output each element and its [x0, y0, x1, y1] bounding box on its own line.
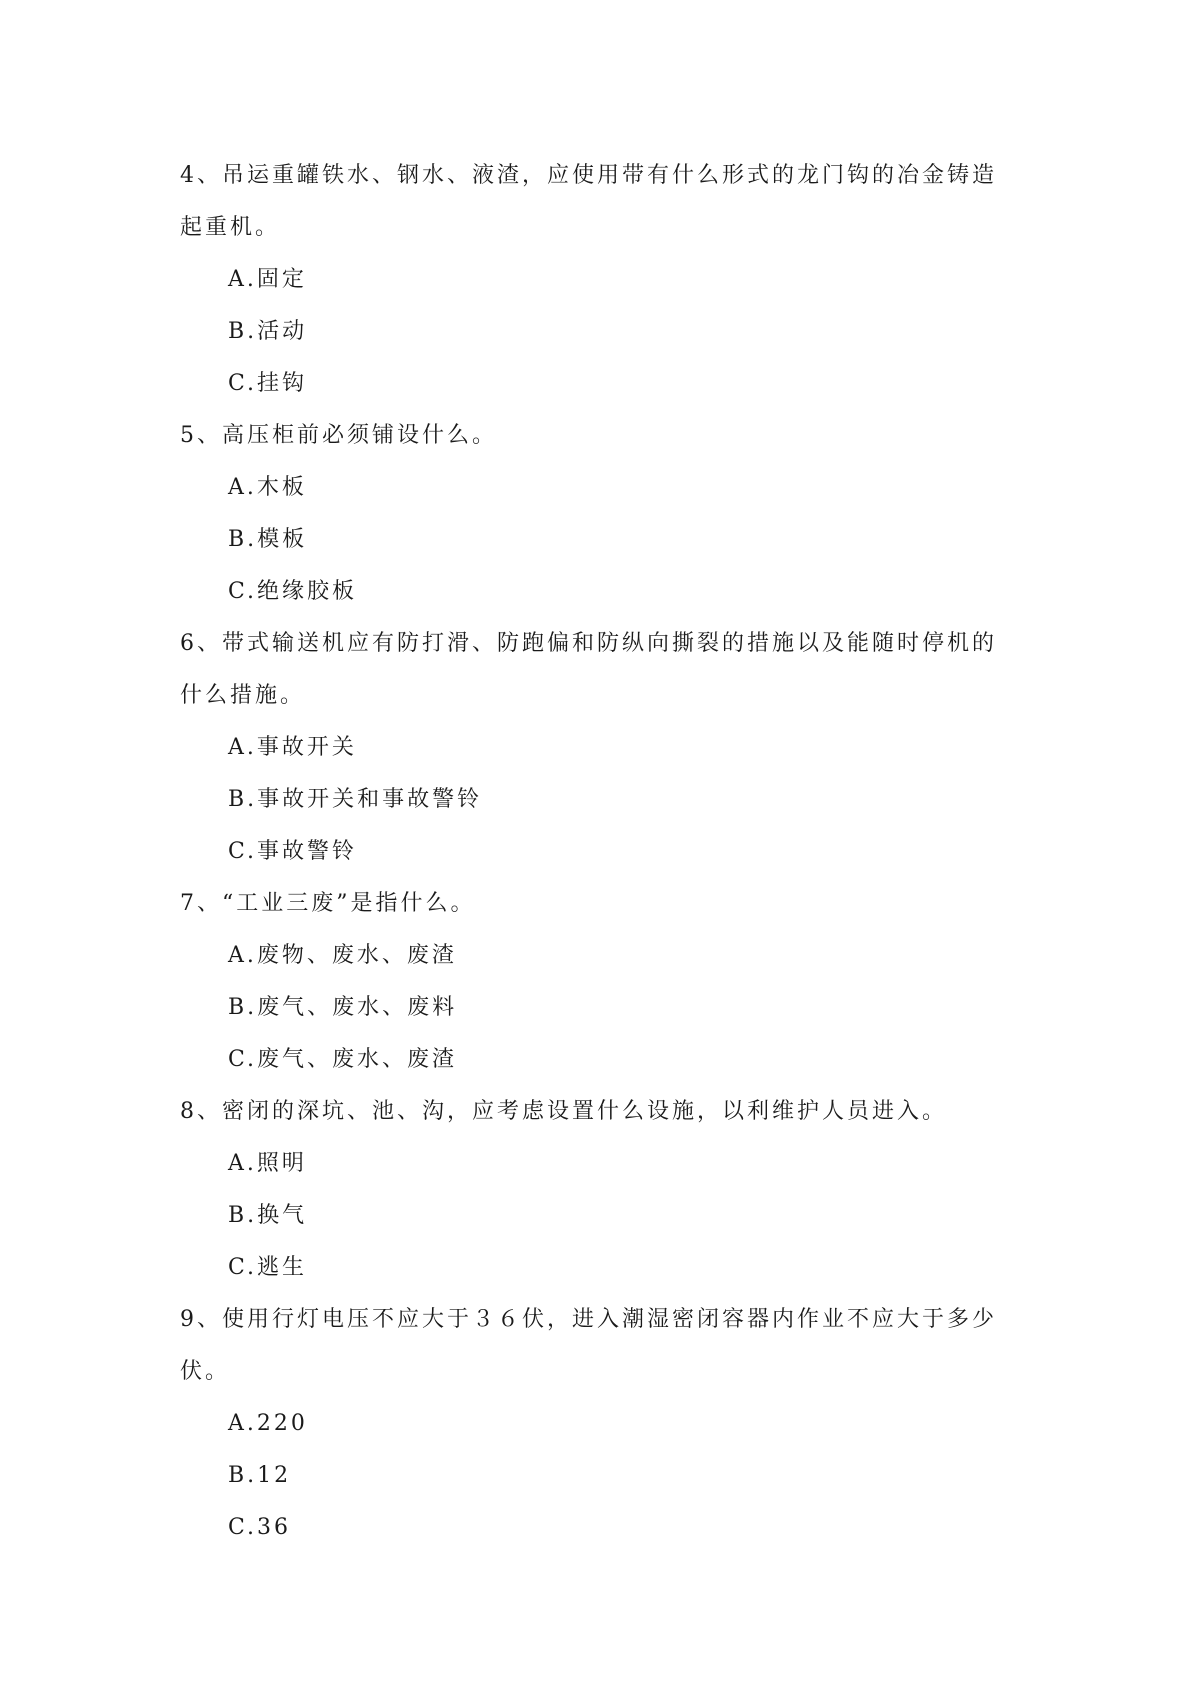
- question-text: 7、“工业三废”是指什么。: [180, 891, 476, 916]
- option-a: A.事故开关: [228, 735, 357, 760]
- question-5: [180, 410, 1010, 618]
- question-text: 8、密闭的深坑、池、沟，应考虑设置什么设施，以利维护人员进入。: [180, 1099, 947, 1124]
- option-b: B.废气、废水、废料: [228, 995, 458, 1020]
- question-text: 9、使用行灯电压不应大于３６伏，进入潮湿密闭容器内作业不应大于多少伏。: [180, 1307, 997, 1384]
- option-c: C.绝缘胶板: [228, 579, 358, 604]
- option-a: A.照明: [228, 1151, 307, 1176]
- question-9: [180, 1294, 1010, 1554]
- option-b: B.模板: [228, 527, 308, 552]
- option-c: C.废气、废水、废渣: [228, 1047, 458, 1072]
- option-c: C.逃生: [228, 1255, 308, 1280]
- question-text: 6、带式输送机应有防打滑、防跑偏和防纵向撕裂的措施以及能随时停机的什么措施。: [180, 631, 997, 708]
- option-b: B.事故开关和事故警铃: [228, 787, 483, 812]
- option-b: B.12: [228, 1463, 292, 1488]
- question-text: 5、高压柜前必须铺设什么。: [180, 423, 497, 448]
- option-c: C.36: [228, 1515, 292, 1540]
- option-a: A.220: [228, 1411, 308, 1436]
- option-a: A.固定: [228, 267, 307, 292]
- question-text: 4、吊运重罐铁水、钢水、液渣，应使用带有什么形式的龙门钩的冶金铸造起重机。: [180, 163, 997, 240]
- option-a: A.木板: [228, 475, 307, 500]
- question-list: [180, 150, 1010, 1554]
- option-b: B.活动: [228, 319, 308, 344]
- option-c: C.事故警铃: [228, 839, 358, 864]
- option-a: A.废物、废水、废渣: [228, 943, 457, 968]
- question-6: [180, 618, 1010, 878]
- option-c: C.挂钩: [228, 371, 308, 396]
- question-4: [180, 150, 1010, 410]
- question-7: [180, 878, 1010, 1086]
- option-b: B.换气: [228, 1203, 308, 1228]
- question-8: [180, 1086, 1010, 1294]
